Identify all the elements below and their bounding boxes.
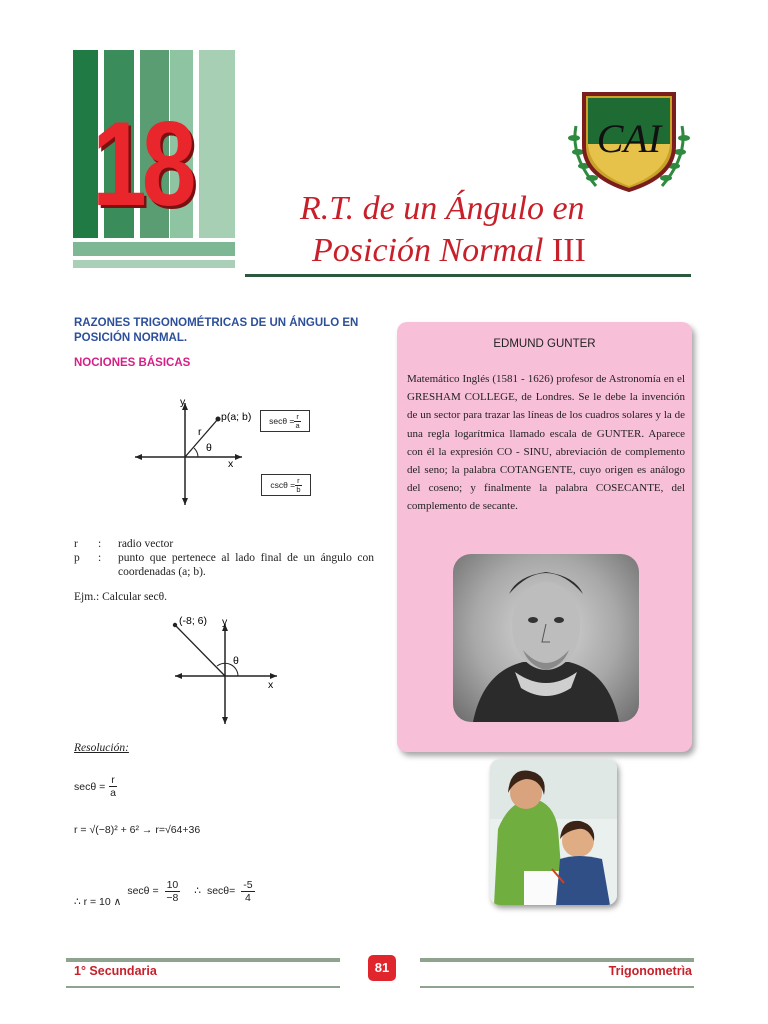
chapter-title-line2	[312, 232, 586, 270]
theta-label: θ	[206, 442, 212, 454]
title-underline	[245, 274, 691, 277]
r-label: r	[198, 426, 202, 438]
chapter-title-line1: R.T. de un Ángulo en	[300, 190, 585, 227]
csc-formula-box	[261, 474, 311, 496]
page-number: 81	[368, 955, 396, 981]
portrait-image	[453, 554, 639, 722]
step3-prefix: ∴ r = 10 ∧	[74, 896, 122, 908]
point-label: p(a; b)	[221, 411, 252, 423]
csc-num: r	[297, 475, 300, 485]
csc-den: b	[296, 484, 301, 494]
radius-vector	[185, 419, 218, 457]
def-key: p	[74, 552, 80, 564]
sec-den: a	[295, 420, 300, 430]
example-prompt: Ejm.: Calcular secθ.	[74, 591, 168, 603]
teacher-student-photo	[490, 759, 617, 905]
resolution-step2: r = √(−8)² + 6² → r=√64+36	[74, 824, 201, 836]
sec-num: r	[296, 411, 299, 421]
point-p	[216, 417, 221, 422]
footer-grade: 1° Secundaria	[74, 964, 157, 978]
step3-num: 10	[166, 878, 179, 891]
school-crest-logo	[566, 86, 692, 198]
x-label: x	[228, 458, 234, 470]
theta-label: θ	[233, 655, 239, 667]
step3-den: −8	[166, 891, 179, 904]
biography-text: Matemático Inglés (1581 - 1626) profesor de Astronomía en el GRESHAM COLLEGE, de Londres. Se le debe la invención de un sector para trazar las líneas de los cuadros solares y la de una regla logarítmica llamado escala de GUNTER. Aparece con él la expresión CO - SINU, abreviación de complemento del seno; la palabra COTANGENTE, cuyo origen es análogo del coseno; y finalmente la palabra COSECANTE, del complemento de secante.	[407, 373, 685, 513]
sec-formula-box	[260, 410, 310, 432]
footer-subject: Trigonometrìa	[608, 964, 692, 978]
definition-p	[74, 551, 374, 579]
resolution-step3	[74, 874, 255, 908]
section-subheading: NOCIONES BÁSICAS	[74, 357, 191, 369]
title-roman: III	[551, 232, 586, 269]
step3-den2: 4	[245, 891, 251, 904]
resolution-step1	[74, 774, 117, 799]
footer-rule-left	[66, 958, 340, 962]
step1-num: r	[111, 774, 115, 786]
biography-box	[397, 322, 692, 752]
section-heading: RAZONES TRIGONOMÉTRICAS DE UN ÁNGULO EN POSICIÓN NORMAL.	[74, 317, 359, 344]
def-value: punto que pertenece al lado final de un ángulo con coordenadas (a; b).	[118, 552, 374, 578]
step3-sec2: secθ=	[206, 885, 236, 897]
step3-sec: secθ =	[127, 885, 159, 897]
crest-letters: CAI	[596, 116, 662, 161]
step3-num2: -5	[243, 878, 253, 891]
biography-title: EDMUND GUNTER	[493, 338, 596, 350]
y-label: y	[222, 616, 228, 628]
title-line2-text: Posición Normal	[312, 232, 544, 269]
def-colon: :	[98, 538, 102, 550]
def-key: r	[74, 538, 78, 550]
diagram-example	[165, 612, 285, 730]
x-label: x	[268, 679, 274, 691]
terminal-side	[175, 625, 225, 676]
definition-r	[74, 537, 374, 551]
resolution-label: Resolución:	[74, 742, 129, 754]
angle-arc	[194, 448, 198, 457]
footer-rule-right-bottom	[420, 986, 694, 988]
y-label: y	[180, 396, 186, 408]
step3-therefore: ∴	[194, 885, 201, 897]
step1-den: a	[110, 787, 116, 799]
csc-formula-label: cscθ =	[270, 480, 296, 490]
point-label: (-8; 6)	[179, 615, 208, 627]
footer-rule-right	[420, 958, 694, 962]
sec-formula-label: secθ =	[269, 416, 295, 426]
definitions-list	[74, 537, 374, 579]
step1-lhs: secθ =	[74, 780, 106, 793]
chapter-number: 18	[92, 97, 192, 231]
footer-rule-left-bottom	[66, 986, 340, 988]
def-value: radio vector	[118, 538, 174, 550]
def-colon: :	[98, 552, 102, 564]
